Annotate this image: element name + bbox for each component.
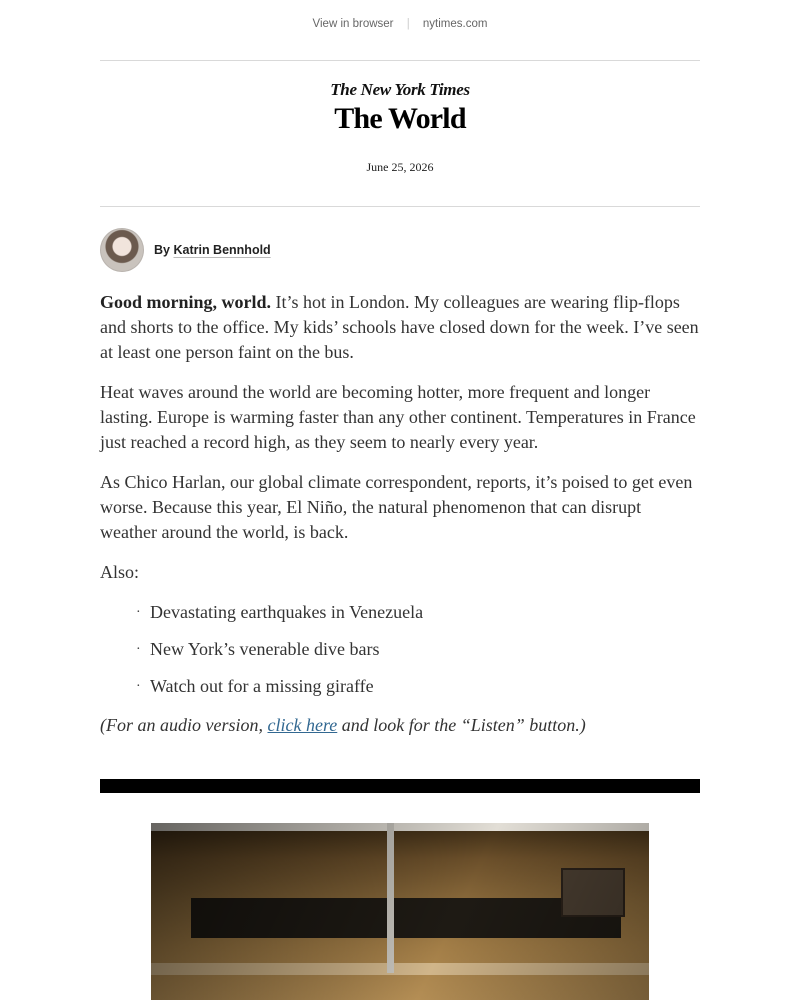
section-divider-bar — [100, 779, 700, 793]
list-item — [136, 637, 700, 662]
author-avatar — [100, 228, 144, 272]
audio-note-before: (For an audio version, — [100, 715, 268, 735]
bullet-icon: · — [136, 605, 141, 620]
masthead — [100, 80, 700, 136]
audio-note — [100, 713, 700, 738]
top-bar — [0, 0, 800, 50]
list-item-text: New York’s venerable dive bars — [150, 639, 380, 659]
nytimes-link[interactable]: nytimes.com — [422, 18, 488, 30]
list-item-text: Watch out for a missing giraffe — [150, 676, 374, 696]
list-item — [136, 674, 700, 699]
intro-text: It’s hot in London. My colleagues are wearing flip-flops and shorts to the office. My kids’ schools have closed down for the week. I’ve seen at least one person faint on the bus. — [100, 292, 699, 362]
paragraph-heat-waves: Heat waves around the world are becoming hotter, more frequent and longer lasting. Europe is warming faster than any other continent. Temperatures in France just reached a record high, as they seem to nearly every year. — [100, 382, 696, 452]
list-item-text: Devastating earthquakes in Venezuela — [150, 602, 424, 622]
newsletter-title: The World — [334, 102, 466, 135]
audio-note-after: and look for the “Listen” button.) — [337, 715, 586, 735]
bullet-icon: · — [136, 642, 141, 657]
separator: | — [406, 18, 410, 30]
top-divider — [100, 60, 700, 61]
bullet-icon: · — [136, 679, 141, 694]
list-item — [136, 600, 700, 625]
photo-shadow — [151, 823, 649, 1000]
view-in-browser-link[interactable]: View in browser — [312, 18, 394, 30]
issue-date: June 25, 2026 — [366, 160, 434, 174]
also-label: Also: — [100, 562, 140, 582]
highlights-list — [100, 600, 700, 699]
author-link[interactable]: Katrin Bennhold — [173, 243, 271, 257]
byline-text — [154, 243, 271, 257]
byline-prefix: By — [154, 243, 170, 257]
greeting: Good morning, world. — [100, 292, 272, 312]
masthead-divider — [100, 206, 700, 207]
byline — [100, 227, 271, 273]
article-body — [100, 290, 700, 753]
audio-click-here-link[interactable]: click here — [267, 715, 338, 735]
paragraph-climate: As Chico Harlan, our global climate correspondent, reports, it’s poised to get even worse. Because this year, El Niño, the natural phenomenon that can disrupt weather around the world, is back. — [100, 472, 693, 542]
nyt-logo[interactable]: The New York Times — [330, 80, 470, 99]
paragraph-intro — [100, 290, 700, 365]
lead-photo[interactable] — [151, 823, 649, 1000]
